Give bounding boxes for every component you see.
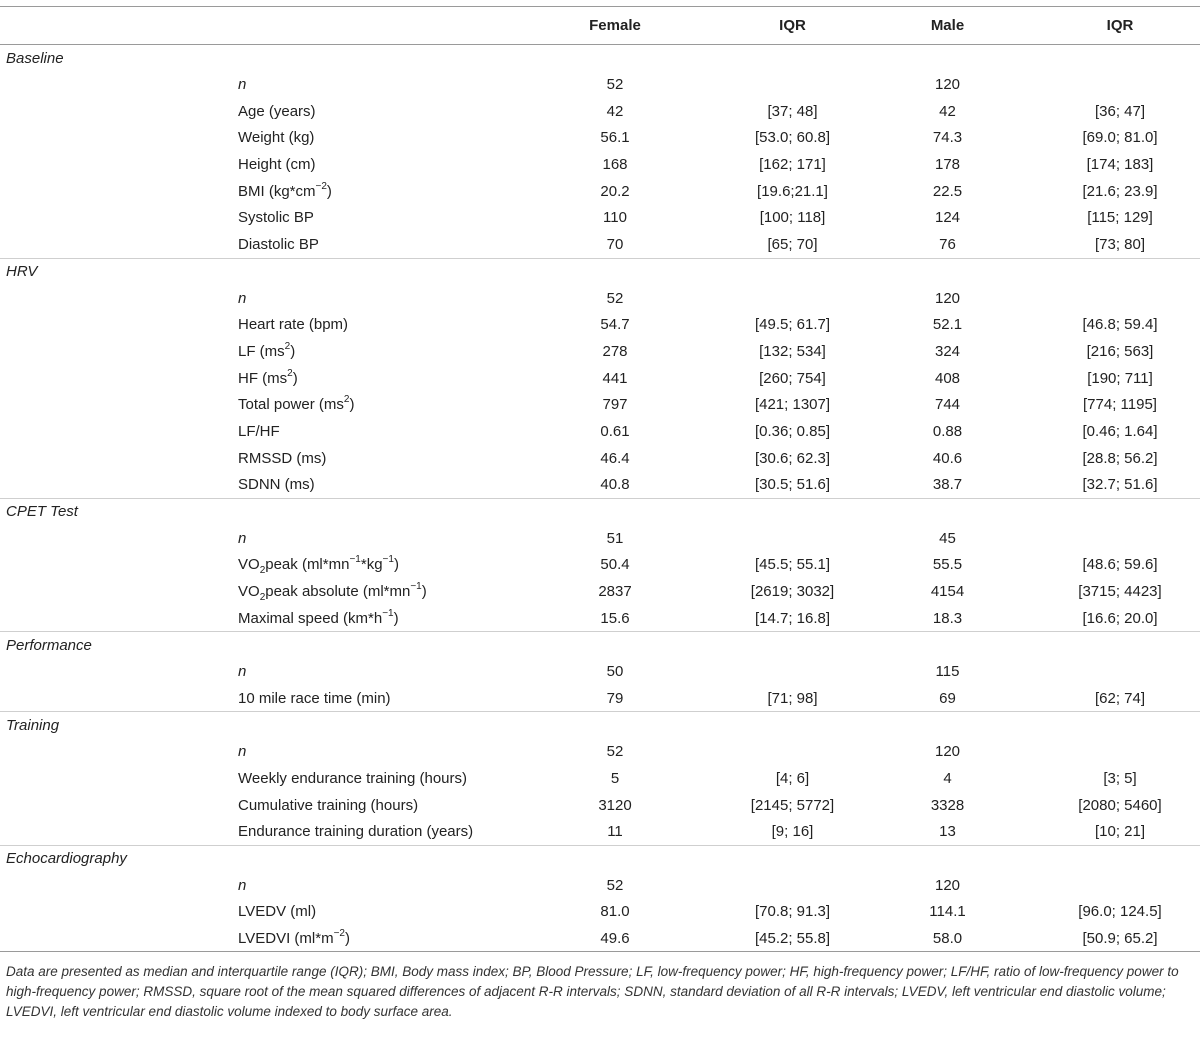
label-label: BMI (kg*cm [238,182,316,200]
female-value: 50.4 [600,556,630,574]
female-iqr: [37; 48] [767,102,818,120]
row-label [0,818,500,845]
female-value: 52 [606,289,624,307]
label-label: LVEDVI (ml*m [238,929,334,947]
row-label [0,685,500,712]
table-row [0,285,1200,312]
male-iqr [1040,738,1200,765]
male-value: 0.88 [932,422,963,440]
table-row [0,899,1200,926]
male-value: 178 [934,156,961,174]
label-label: n [238,529,247,547]
female-value: 110 [603,209,627,227]
male-value: 76 [939,235,956,253]
label-label: Total power (ms [238,396,344,414]
table-row [0,792,1200,819]
row-label [0,658,500,685]
male-value: 45 [939,529,956,547]
row-label [0,552,500,579]
label-sub: 2 [259,592,266,604]
male-value: 13 [939,823,956,841]
female-iqr [730,658,855,685]
male-iqr [1040,658,1200,685]
male-iqr: [174; 183] [1086,156,1154,174]
section-row [0,45,1200,72]
female-value: 56.1 [600,129,630,147]
table-row [0,151,1200,178]
male-iqr [1040,71,1200,98]
male-value: 52.1 [932,316,963,334]
section-row [0,498,1200,525]
row-label [0,365,500,392]
label-label: LF/HF [238,422,280,440]
table-row [0,925,1200,952]
table-row [0,178,1200,205]
label-label: 10 mile race time (min) [238,689,391,707]
table-row [0,338,1200,365]
female-value: 54.7 [600,316,630,334]
row-label [0,285,500,312]
row-label [0,899,500,926]
male-iqr: [36; 47] [1094,102,1146,120]
male-iqr: [50.9; 65.2] [1040,925,1200,952]
section-row [0,258,1200,285]
header-female-iqr: IQR [730,7,855,45]
female-iqr: [0.36; 0.85] [754,422,831,440]
row-label [0,738,500,765]
label-label: n [238,289,247,307]
female-iqr: [100; 118] [759,209,826,227]
row-label [0,311,500,338]
female-value: 15.6 [600,609,630,627]
label-sup: 2 [284,340,291,352]
female-value: 49.6 [500,925,730,952]
male-iqr: [32.7; 51.6] [1082,476,1158,494]
row-label [0,178,500,205]
female-iqr: [260; 754] [759,369,826,387]
row-label [0,605,500,632]
label-label: Weekly endurance training (hours) [238,769,468,787]
female-value: 79 [606,689,624,707]
female-iqr: [70.8; 91.3] [754,903,831,921]
section-title: Performance [0,632,1200,659]
row-label [0,391,500,418]
section-title: Echocardiography [0,845,1200,872]
table-row [0,552,1200,579]
label-label: Height (cm) [238,156,316,174]
male-iqr: [3715; 4423] [1078,583,1162,601]
table-row [0,525,1200,552]
label-label: Age (years) [238,102,316,120]
female-iqr [730,285,855,312]
male-iqr [1040,525,1200,552]
table-row [0,578,1200,605]
label-label: n [238,876,247,894]
label-after: ) [349,396,355,414]
male-value: 58.0 [855,925,1040,952]
table-body [0,45,1200,952]
female-value: 51 [606,529,624,547]
table-row [0,231,1200,258]
female-value: 42 [606,102,624,120]
table-row [0,472,1200,499]
section-title: Baseline [0,45,1200,72]
table-row [0,445,1200,472]
male-value: 4154 [930,583,965,601]
table-row [0,818,1200,845]
male-iqr: [115; 129] [1087,209,1153,227]
label-label: Endurance training duration (years) [238,823,474,841]
male-value: 120 [934,743,961,761]
row-label [0,792,500,819]
label-label: Diastolic BP [238,235,319,253]
female-iqr: [2145; 5772] [750,796,835,814]
male-value: 324 [934,342,961,360]
female-value: 46.4 [600,449,630,467]
male-value: 115 [935,663,960,681]
label-mid: peak (ml*mn [265,556,350,574]
male-iqr: [48.6; 59.6] [1082,556,1158,574]
section-row [0,632,1200,659]
male-value: 69 [939,689,956,707]
row-label [0,205,500,232]
row-label [0,872,500,899]
male-iqr: [46.8; 59.4] [1082,316,1158,334]
label-after: ) [421,583,427,601]
table-row [0,391,1200,418]
row-label [0,525,500,552]
label-label: VO [238,583,260,601]
female-value: 40.8 [600,476,630,494]
female-iqr [730,71,855,98]
female-iqr: [4; 6] [775,769,810,787]
label-mid2: *kg [360,556,383,574]
female-iqr: [65; 70] [767,235,818,253]
table-row [0,765,1200,792]
female-iqr: [132; 534] [759,342,826,360]
female-iqr: [30.6; 62.3] [754,449,831,467]
label-after: ) [290,342,296,360]
female-iqr: [14.7; 16.8] [754,609,831,627]
label-sup: 2 [343,394,350,406]
label-sup2: −1 [382,554,394,566]
female-iqr: [49.5; 61.7] [754,316,831,334]
label-label: n [238,76,247,94]
label-label: VO [238,556,260,574]
male-iqr: [2080; 5460] [1078,796,1162,814]
table-row [0,658,1200,685]
table-row [0,685,1200,712]
female-iqr: [53.0; 60.8] [754,129,831,147]
table-row [0,872,1200,899]
label-sup: −1 [349,554,361,566]
label-after: ) [344,929,350,947]
data-table [0,6,1200,952]
female-value: 50 [606,663,624,681]
male-iqr [1040,285,1200,312]
male-iqr: [190; 711] [1087,369,1153,387]
male-value: 408 [934,369,961,387]
female-value: 168 [602,156,628,174]
row-label [0,765,500,792]
section-row [0,845,1200,872]
table-row [0,311,1200,338]
label-mid: peak absolute (ml*mn [265,583,411,601]
row-label [0,98,500,125]
header-female: Female [500,7,730,45]
label-label: Weight (kg) [238,129,315,147]
label-sup: −1 [382,607,394,619]
female-iqr [730,525,855,552]
male-iqr: [16.6; 20.0] [1082,609,1158,627]
row-label [0,151,500,178]
male-value: 120 [934,76,961,94]
male-value: 124 [934,209,961,227]
row-label [0,925,500,952]
table-row [0,418,1200,445]
female-iqr: [2619; 3032] [750,583,835,601]
row-label [0,578,500,605]
label-sup: −1 [410,581,422,593]
female-value: 52 [606,876,624,894]
table-row [0,125,1200,152]
female-iqr: [45.5; 55.1] [754,556,831,574]
male-iqr: [28.8; 56.2] [1082,449,1158,467]
section-title: HRV [0,258,1200,285]
female-iqr: [30.5; 51.6] [754,476,831,494]
female-value: 441 [602,369,628,387]
table-footnote: Data are presented as median and interquartile range (IQR); BMI, Body mass index; BP, Blood Pressure; LF, low-frequency power; HF, high-frequency power; LF/HF, ratio of low-frequency power to high-frequency power; RMSSD, square root of the mean squared differences of adjacent R-R intervals; SDNN, standard deviation of all R-R intervals; LVEDV, left ventricular end diastolic volume; LVEDVI, left ventricular end diastolic volume indexed to body surface area. [6,964,1179,1019]
label-label: n [238,663,247,681]
table-row [0,98,1200,125]
male-iqr: [0.46; 1.64] [1082,422,1158,440]
male-value: 22.5 [932,182,963,200]
label-label: HF (ms [238,369,288,387]
male-value: 38.7 [932,476,963,494]
male-iqr: [10; 21] [1094,823,1146,841]
female-iqr [730,738,855,765]
male-iqr: [3; 5] [1103,769,1137,787]
male-value: 40.6 [932,449,963,467]
table-row [0,605,1200,632]
female-value: 797 [602,396,628,414]
female-value: 3120 [598,796,632,814]
label-label: Cumulative training (hours) [238,796,419,814]
male-value: 74.3 [932,129,963,147]
label-sup: −2 [315,180,327,192]
row-label [0,125,500,152]
male-value: 120 [934,876,961,894]
row-label [0,472,500,499]
male-iqr: [21.6; 23.9] [1082,182,1158,200]
male-value: 120 [934,289,961,307]
female-iqr: [162; 171] [759,156,826,174]
male-value: 744 [934,396,961,414]
female-value: 20.2 [600,182,630,200]
male-iqr: [216; 563] [1086,342,1154,360]
male-value: 4 [943,769,952,787]
female-iqr: [71; 98] [767,689,818,707]
female-value: 81.0 [600,903,630,921]
label-label: RMSSD (ms) [238,449,327,467]
label-label: Heart rate (bpm) [238,316,349,334]
female-iqr [730,872,855,899]
label-after: ) [326,182,332,200]
female-value: 52 [606,76,624,94]
female-value: 70 [606,235,624,253]
table-row [0,71,1200,98]
table-row [0,738,1200,765]
label-label: LF (ms [238,342,285,360]
label-label: Maximal speed (km*h [238,609,383,627]
male-iqr: [73; 80] [1094,235,1146,253]
header-male: Male [855,7,1040,45]
female-value: 2837 [598,583,632,601]
female-iqr: [9; 16] [771,823,814,841]
label-label: LVEDV (ml) [238,903,317,921]
male-value: 3328 [930,796,965,814]
header-male-iqr: IQR [1040,7,1200,45]
table-header [0,7,1200,45]
male-value: 55.5 [932,556,963,574]
male-value: 114.1 [929,903,966,921]
male-iqr: [96.0; 124.5] [1078,903,1162,921]
male-iqr: [774; 1195] [1083,396,1157,414]
female-value: 5 [610,769,620,787]
header-label-column [0,7,500,45]
label-sup: −2 [333,927,345,939]
section-row [0,712,1200,739]
female-iqr: [45.2; 55.8] [730,925,855,952]
female-iqr: [421; 1307] [754,396,831,414]
label-label: n [238,743,247,761]
section-title: Training [0,712,1200,739]
female-value: 278 [602,342,628,360]
female-value: 0.61 [600,422,630,440]
label-sup: 2 [287,367,293,379]
label-after: ) [292,369,298,387]
row-label [0,445,500,472]
male-iqr: [62; 74] [1094,689,1146,707]
label-label: Systolic BP [238,209,314,227]
male-iqr [1040,872,1200,899]
female-value: 52 [606,743,624,761]
male-iqr: [69.0; 81.0] [1082,129,1158,147]
label-after: ) [393,556,399,574]
label-label: SDNN (ms) [238,476,315,494]
male-value: 42 [939,102,956,120]
male-value: 18.3 [932,609,963,627]
table-row [0,365,1200,392]
section-title: CPET Test [0,498,1200,525]
row-label [0,71,500,98]
female-value: 11 [607,823,623,841]
row-label [0,418,500,445]
label-after: ) [393,609,399,627]
label-sub: 2 [259,565,266,577]
female-iqr: [19.6;21.1] [757,182,828,200]
row-label [0,231,500,258]
table-row [0,205,1200,232]
row-label [0,338,500,365]
